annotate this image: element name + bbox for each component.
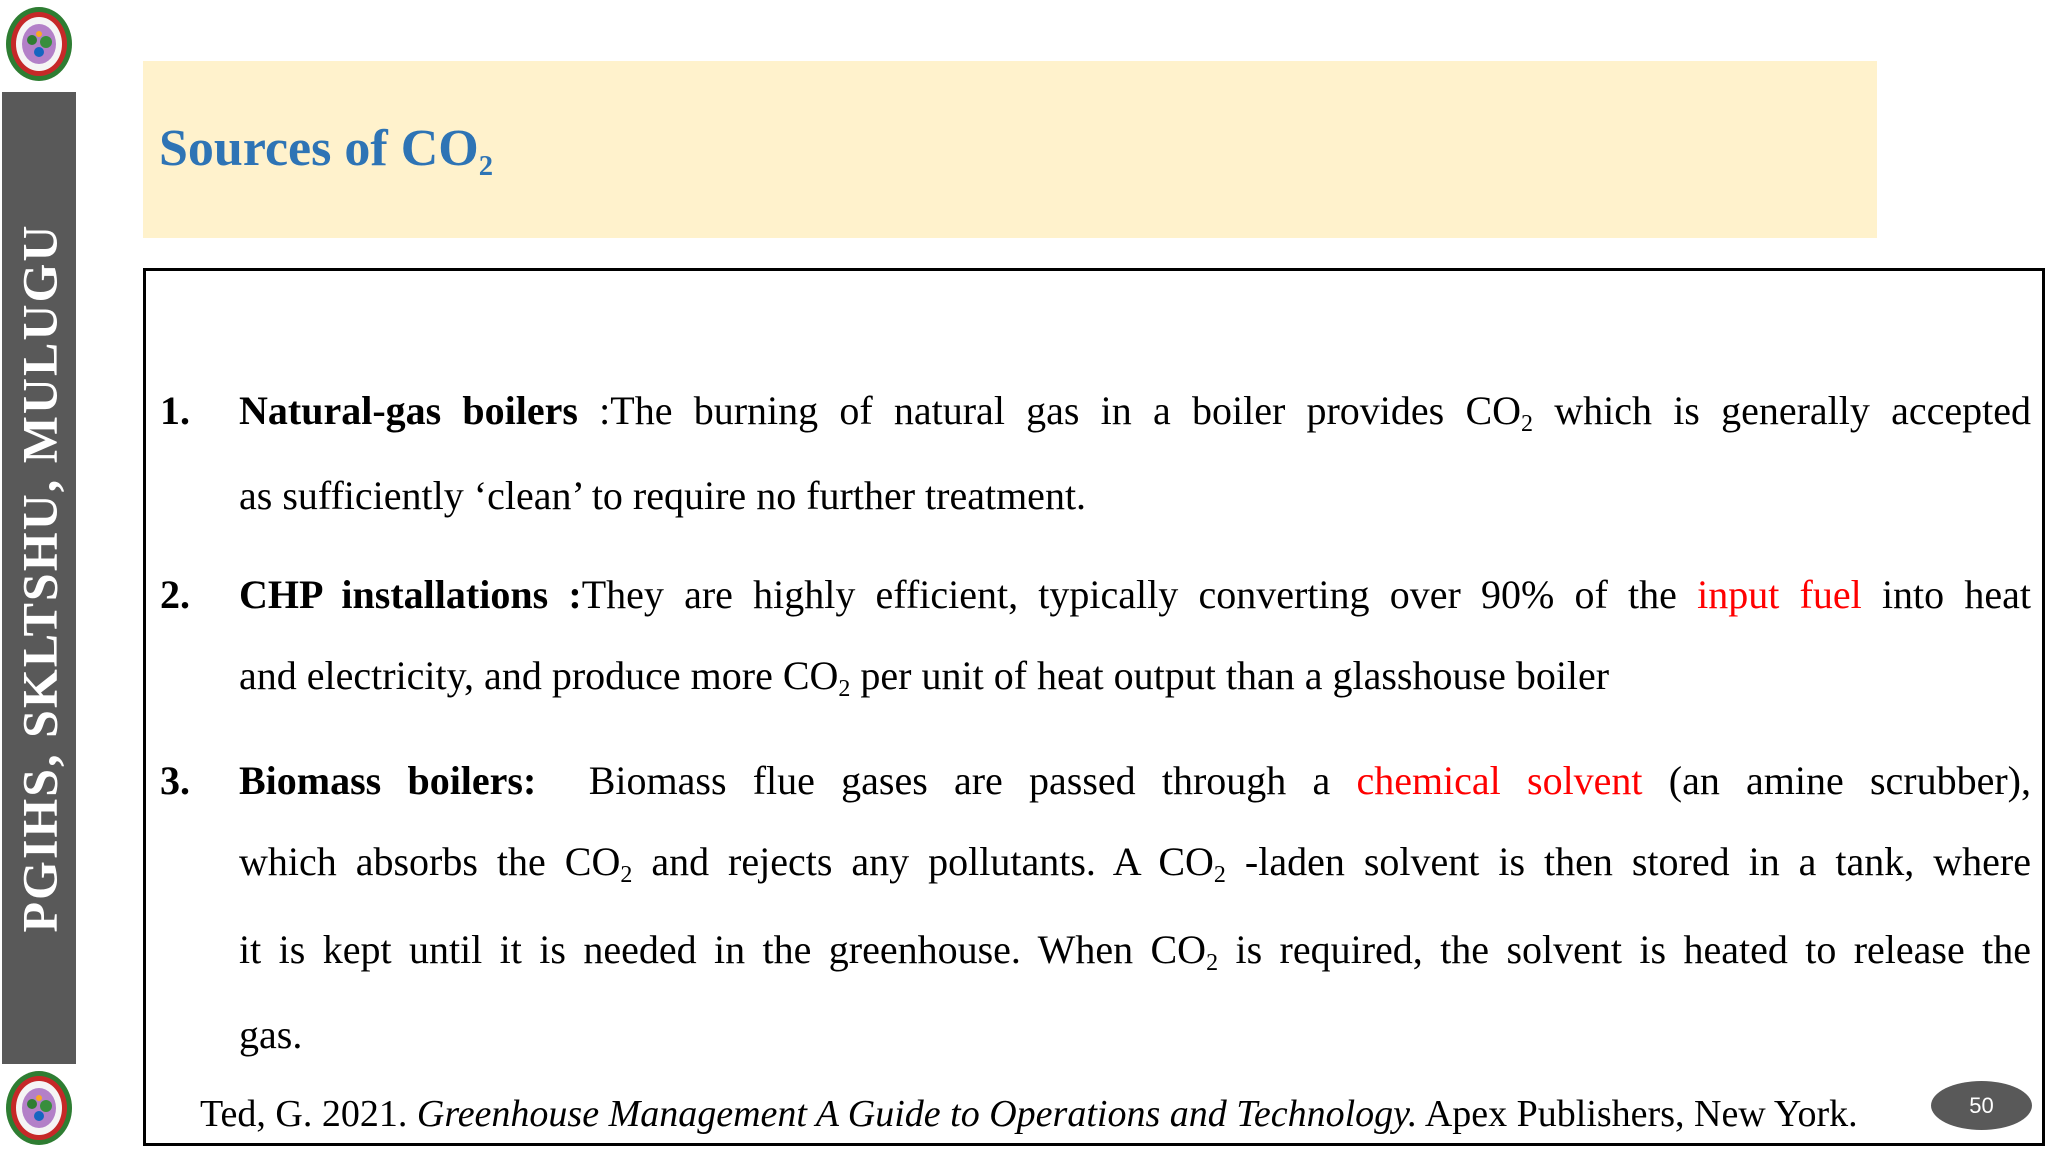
- list-item-text: which absorbs the CO: [239, 839, 621, 884]
- subscript: 2: [620, 862, 633, 889]
- list-item-number: 2.: [160, 572, 190, 617]
- subscript: 2: [838, 676, 851, 703]
- list-item-text: which is generally accepted: [1533, 388, 2031, 433]
- highlighted-term: chemical solvent: [1356, 758, 1643, 803]
- list-item-heading: Biomass boilers:: [239, 758, 537, 803]
- highlighted-term: input fuel: [1697, 572, 1862, 617]
- list-item-text: They are highly efficient, typically converting over 90% of the: [581, 572, 1698, 617]
- list-item-line: [239, 653, 2031, 703]
- list-item-heading: Natural-gas boilers: [239, 388, 578, 433]
- list-item-text: per unit of heat output than a glasshouse boiler: [850, 653, 1610, 698]
- citation-authors: Ted, G. 2021.: [200, 1093, 417, 1135]
- list-item-line: [239, 388, 2031, 438]
- page-number-badge: 50: [1931, 1081, 2032, 1130]
- list-item-text: it is kept until it is needed in the greenhouse. When CO: [239, 927, 1207, 972]
- list-item-line: [239, 927, 2032, 977]
- subscript: 2: [1206, 950, 1219, 977]
- slide-title: [159, 120, 493, 182]
- title-band: [143, 61, 1877, 238]
- sidebar-vertical-bar: [2, 92, 76, 1064]
- list-item-heading: CHP installations :: [239, 572, 582, 617]
- list-item-line: [239, 839, 2031, 889]
- list-item-line: as sufficiently ‘clean’ to require no further treatment.: [239, 473, 1087, 518]
- sidebar-institution-text: PGIHS, SKLTSHU, MULUGU: [11, 223, 67, 933]
- list-item-text: -laden solvent is then stored in a tank, where: [1225, 839, 2031, 884]
- reference-citation: [200, 1095, 1858, 1133]
- list-item-text: into heat: [1861, 572, 2031, 617]
- list-item-line: [239, 758, 2031, 803]
- list-item-number: 3.: [160, 758, 190, 803]
- list-item-line: [239, 572, 2031, 617]
- slide-title-subscript: 2: [478, 151, 493, 182]
- subscript: 2: [1213, 862, 1226, 889]
- slide-title-text: Sources of CO: [159, 120, 479, 177]
- list-item-text: (an amine scrubber),: [1642, 758, 2031, 803]
- list-item-text: is required, the solvent is heated to release the: [1218, 927, 2032, 972]
- list-item-text: :The burning of natural gas in a boiler provides CO: [577, 388, 1522, 433]
- university-seal-icon: [4, 1068, 74, 1148]
- citation-publisher: Apex Publishers, New York.: [1417, 1093, 1858, 1135]
- list-item-text: Biomass flue gases are passed through a: [536, 758, 1357, 803]
- sidebar-banner: [0, 0, 78, 1152]
- list-item-line: gas.: [239, 1012, 303, 1057]
- citation-book-title: Greenhouse Management A Guide to Operations and Technology.: [416, 1093, 1418, 1135]
- subscript: 2: [1521, 411, 1534, 438]
- list-item-text: and rejects any pollutants. A CO: [632, 839, 1214, 884]
- university-seal-icon: [4, 4, 74, 84]
- list-item-number: 1.: [160, 388, 190, 433]
- content-box: [143, 268, 2045, 1146]
- list-item-text: and electricity, and produce more CO: [239, 653, 839, 698]
